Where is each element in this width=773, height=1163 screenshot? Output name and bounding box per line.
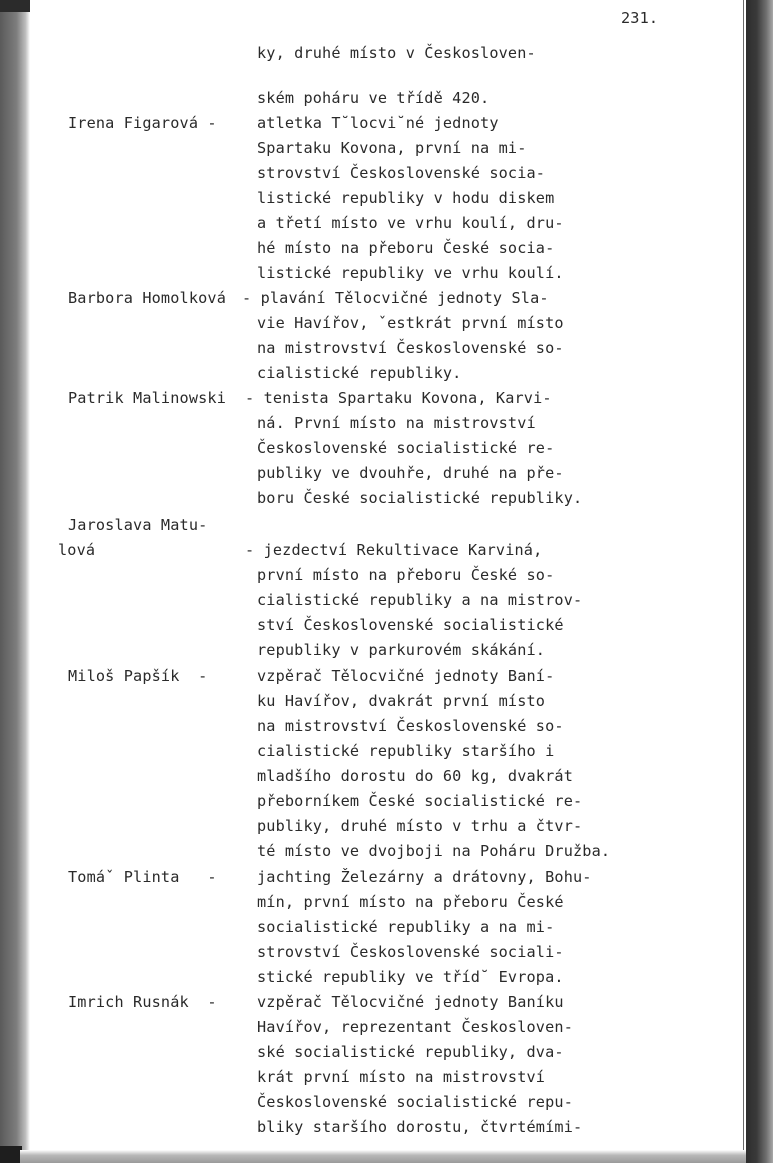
entry-name: Irena Figarová - xyxy=(68,114,217,132)
intro-line: ky, druhé místo v Českosloven- xyxy=(257,44,536,62)
entry-desc-line: strovství Československé sociali- xyxy=(257,943,564,961)
entry-name: Imrich Rusnák - xyxy=(68,993,217,1011)
entry-desc-line: listické republiky ve vrhu koulí. xyxy=(257,264,564,282)
entry-desc-line: Československé socialistické repu- xyxy=(257,1093,573,1111)
page-number: 231. xyxy=(621,9,659,27)
entry-desc-line: na mistrovství Československé so- xyxy=(257,717,564,735)
entry-name: lová xyxy=(58,541,96,559)
entry-desc-line: ství Československé socialistické xyxy=(257,616,564,634)
entry-desc-line: socialistické republiky a na mi- xyxy=(257,918,555,936)
entry-desc-line: Československé socialistické re- xyxy=(257,439,555,457)
entry-desc-line: ná. První místo na mistrovství xyxy=(257,414,536,432)
entry-name: Barbora Homolková xyxy=(68,289,226,307)
entry-desc-line: přeborníkem České socialistické re- xyxy=(257,792,583,810)
entry-desc-line: té místo ve dvojboji na Poháru Družba. xyxy=(257,842,611,860)
entry-desc-line: na mistrovství Československé so- xyxy=(257,339,564,357)
entry-desc-line: cialistické republiky. xyxy=(257,364,462,382)
intro-line: ském poháru ve třídě 420. xyxy=(257,89,490,107)
entry-desc-line: mín, první místo na přeboru České xyxy=(257,893,564,911)
entry-desc-line: - tenista Spartaku Kovona, Karvi- xyxy=(245,389,552,407)
entry-desc-line: strovství Československé socia- xyxy=(257,164,546,182)
entry-desc-line: cialistické republiky a na mistrov- xyxy=(257,591,583,609)
entry-desc-line: bliky staršího dorostu, čtvrtémími- xyxy=(257,1118,583,1136)
entry-name: Tomáˇ Plinta - xyxy=(68,868,217,886)
entry-desc-line: ku Havířov, dvakrát první místo xyxy=(257,692,546,710)
entry-desc-line: Spartaku Kovona, první na mi- xyxy=(257,139,527,157)
entry-desc-line: boru České socialistické republiky. xyxy=(257,489,583,507)
entry-desc-line: publiky ve dvouhře, druhé na pře- xyxy=(257,464,564,482)
entry-name: Patrik Malinowski xyxy=(68,389,226,407)
entry-desc-line: krát první místo na mistrovství xyxy=(257,1068,546,1086)
entry-desc-line: mladšího dorostu do 60 kg, dvakrát xyxy=(257,767,573,785)
entry-desc-line: hé místo na přeboru České socia- xyxy=(257,239,555,257)
entry-desc-line: republiky v parkurovém skákání. xyxy=(257,641,546,659)
entry-desc-line: první místo na přeboru České so- xyxy=(257,566,555,584)
entry-desc-line: cialistické republiky staršího i xyxy=(257,742,555,760)
entry-name: Miloš Papšík - xyxy=(68,667,208,685)
scan-border-bottom xyxy=(20,1150,750,1163)
entry-desc-line: vie Havířov, ˇestkrát první místo xyxy=(257,314,564,332)
scan-border-right xyxy=(746,0,773,1163)
entry-desc-line: listické republiky v hodu diskem xyxy=(257,189,555,207)
entry-desc-line: - plavání Tělocvičné jednoty Sla- xyxy=(242,289,549,307)
entry-desc-line: a třetí místo ve vrhu koulí, dru- xyxy=(257,214,564,232)
entry-desc-line: publiky, druhé místo v trhu a čtvr- xyxy=(257,817,583,835)
page-edge-line xyxy=(743,0,744,1150)
entry-desc-line: jachting Železárny a drátovny, Bohu- xyxy=(257,868,592,886)
entry-desc-line: - jezdectví Rekultivace Karviná, xyxy=(245,541,543,559)
entry-desc-line: stické republiky ve tříd˘ Evropa. xyxy=(257,968,564,986)
entry-desc-line: atletka T˘locvi˘né jednoty xyxy=(257,114,499,132)
entry-name: Jaroslava Matu- xyxy=(68,516,208,534)
entry-desc-line: vzpěrač Tělocvičné jednoty Baníku xyxy=(257,993,564,1011)
entry-desc-line: vzpěrač Tělocvičné jednoty Baní- xyxy=(257,667,555,685)
entry-desc-line: Havířov, reprezentant Českosloven- xyxy=(257,1018,573,1036)
entry-desc-line: ské socialistické republiky, dva- xyxy=(257,1043,564,1061)
